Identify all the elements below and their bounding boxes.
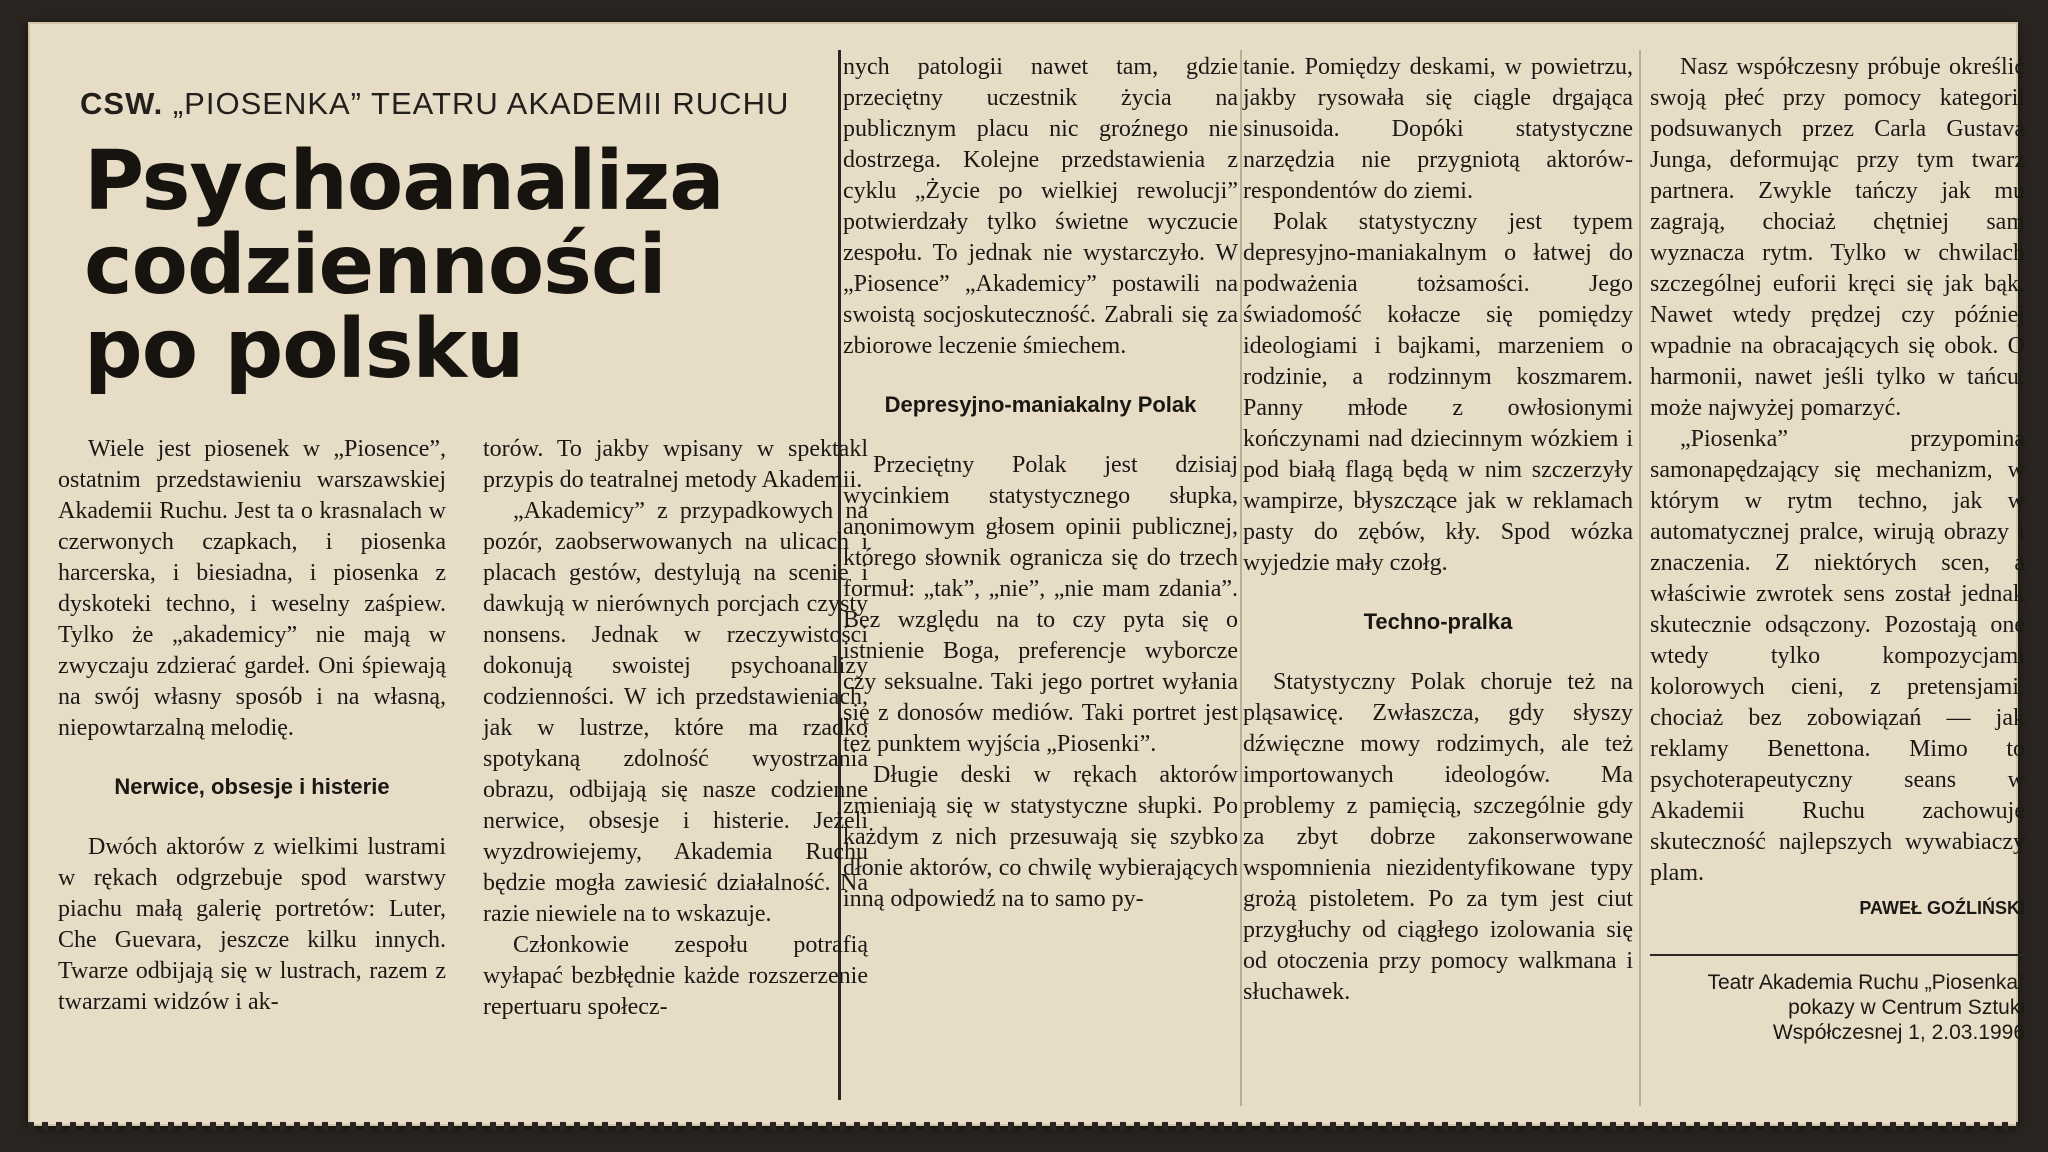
torn-edge bbox=[28, 1122, 2018, 1130]
subheading: Techno-pralka bbox=[1363, 609, 1513, 634]
kicker-text: „PIOSENKA” TEATRU AKADEMII RUCHU bbox=[172, 86, 790, 121]
credit-title: Teatr Akademia Ruchu „Piosenka” bbox=[1707, 971, 2025, 994]
subheading: Nerwice, obsesje i histerie bbox=[114, 774, 390, 799]
headline-line: codzienności bbox=[84, 218, 666, 313]
credit-date: Współczesnej 1, 2.03.1996 bbox=[1772, 1021, 2025, 1044]
kicker bbox=[80, 86, 838, 122]
kicker-abbr: CSW. bbox=[80, 86, 164, 121]
headline-line: Psychoanaliza bbox=[84, 134, 724, 229]
paragraph: tanie. Pomiędzy deskami, w powietrzu, jakby rysowała się ciągle drgająca sinusoida. Dopóki statystyczne narzędzia nie przygniotą aktorów-respondentów do ziemi. bbox=[1243, 54, 1633, 204]
author-signature: PAWEŁ GOŹLIŃSKI bbox=[1859, 898, 2025, 918]
paragraph: „Piosenka” przypomina samonapędzający się mechanizm, w którym w rytm techno, jak w automatycznej pralce, wirują obrazy i znaczenia. Z niektórych scen, a właściwie zwrotek sens został jednak skutecznie odsączony. Pozostają one wtedy tylko kompozycjami kolorowych cieni, z pretensjami, chociaż bez zobowiązań — jak reklamy Benettona. Mimo to psychoterapeutyczny seans w Akademii Ruchu zachowuje skuteczność najlepszych wywabiaczy plam. bbox=[1650, 426, 2025, 886]
paragraph: Nasz współczesny próbuje określić swoją płeć przy pomocy kategorii podsuwanych przez Carla Gustava Junga, deformując przy tym twarz partnera. Zwykle tańczy jak mu zagrają, chociaż chętniej sam wyznacza rytm. Tylko w chwilach szczególnej euforii kręci się jak bąk. Nawet wtedy prędzej czy później wpadnie na obracających się obok. O harmonii, nawet jeśli tylko w tańcu, może najwyżej pomarzyć. bbox=[1650, 54, 2025, 421]
subheading: Depresyjno-maniakalny Polak bbox=[884, 392, 1197, 417]
headline-line: po polsku bbox=[84, 302, 524, 397]
column-rule bbox=[1639, 50, 1641, 1106]
text-column-2 bbox=[483, 434, 868, 1023]
text-column-5 bbox=[1650, 52, 2025, 1106]
paragraph: Statystyczny Polak choruje też na pląsawicę. Zwłaszcza, gdy słyszy dźwięczne mowy rodzimych, ale też importowanych ideologów. Ma problemy z pamięcią, szczególnie gdy za zbyt dobrze zakonserwowane wspomnienia niezidentyfikowane typy grożą pistoletem. Po za tym jest ciut przygłuchy od ciągłego izolowania się od otoczenia przy pomocy walkmana i słuchawek. bbox=[1243, 669, 1633, 1005]
paragraph: Członkowie zespołu potrafią wyłapać bezbłędnie każde rozszerzenie repertuaru społecz- bbox=[483, 932, 868, 1020]
text-column-4 bbox=[1243, 52, 1633, 1106]
newspaper-clipping bbox=[28, 22, 2025, 1126]
paragraph: Dwóch aktorów z wielkimi lustrami w rękach odgrzebuje spod warstwy piachu małą galerię portretów: Luter, Che Guevara, jeszcze kilku innych. Twarze odbijają się w lustrach, razem z twarzami widzów i ak- bbox=[58, 834, 446, 1015]
production-credit bbox=[1650, 954, 2025, 1045]
headline bbox=[84, 134, 838, 397]
paragraph: Wiele jest piosenek w „Piosence”, ostatnim przedstawieniu warszawskiej Akademii Ruchu. Jest ta o krasnalach w czerwonych czapkach, i piosenka harcerska, i biesiadna, i piosenka z dyskoteki techno, i weselny zaśpiew. Tylko że „akademicy” nie mają w zwyczaju zdzierać gardeł. Oni śpiewają na swój własny sposób i na własną, niepowtarzalną melodię. bbox=[58, 436, 446, 741]
text-column-1 bbox=[58, 434, 446, 1018]
paragraph: „Akademicy” z przypadkowych na pozór, zaobserwowanych na ulicach i placach gestów, destylują na scenie i dawkują w nierównych porcjach czysty nonsens. Jednak w rzeczywistości dokonują swoistej psychoanalizy codzienności. W ich przedstawieniach, jak w lustrze, które ma rzadko spotykaną zdolność wyostrzania obrazu, odbijają się nasze codzienne nerwice, obsesje i histerie. Jeżeli wyzdrowiejemy, Akademia Ruchu będzie mogła zawiesić działalność. Na razie niewiele na to wskazuje. bbox=[483, 498, 868, 927]
credit-venue: pokazy w Centrum Sztuki bbox=[1788, 996, 2025, 1019]
paragraph: Polak statystyczny jest typem depresyjno-maniakalnym o łatwej do podważenia tożsamości. Jego świadomość kołacze się pomiędzy ideologiami i bajkami, marzeniem o rodzinie, a rodzinnym koszmarem. Panny młode z owłosionymi kończynami nad dziecinnym wózkiem i pod białą flagą będą w nim szczerzyły wampirze, błyszczące jak w reklamach pasty do zębów, kły. Spod wózka wyjedzie mały czołg. bbox=[1243, 209, 1633, 576]
paragraph: Długie deski w rękach aktorów zmieniają się w statystyczne słupki. Po każdym z nich przesuwają się szybko dłonie aktorów, co chwilę wybierających inną odpowiedź na to samo py- bbox=[843, 762, 1238, 912]
text-column-3 bbox=[843, 52, 1238, 1106]
paragraph: nych patologii nawet tam, gdzie przeciętny uczestnik życia na publicznym placu nic groźnego nie dostrzega. Kolejne przedstawienia z cyklu „Życie po wielkiej rewolucji” potwierdzały tylko świetne wyczucie zespołu. To jednak nie wystarczyło. W „Piosence” „Akademicy” postawili na swoistą socjoskuteczność. Zabrali się za zbiorowe leczenie śmiechem. bbox=[843, 54, 1238, 359]
paragraph: torów. To jakby wpisany w spektakl przypis do teatralnej metody Akademii. bbox=[483, 436, 868, 493]
paragraph: Przeciętny Polak jest dzisiaj wycinkiem statystycznego słupka, anonimowym głosem opinii publicznej, którego słownik ogranicza się do trzech formuł: „tak”, „nie”, „nie mam zdania”. Bez względu na to czy pyta się o istnienie Boga, preferencje wyborcze czy seksualne. Taki jego portret wyłania się z donosów mediów. Taki portret jest też punktem wyjścia „Piosenki”. bbox=[843, 452, 1238, 757]
column-rule bbox=[1240, 50, 1242, 1106]
